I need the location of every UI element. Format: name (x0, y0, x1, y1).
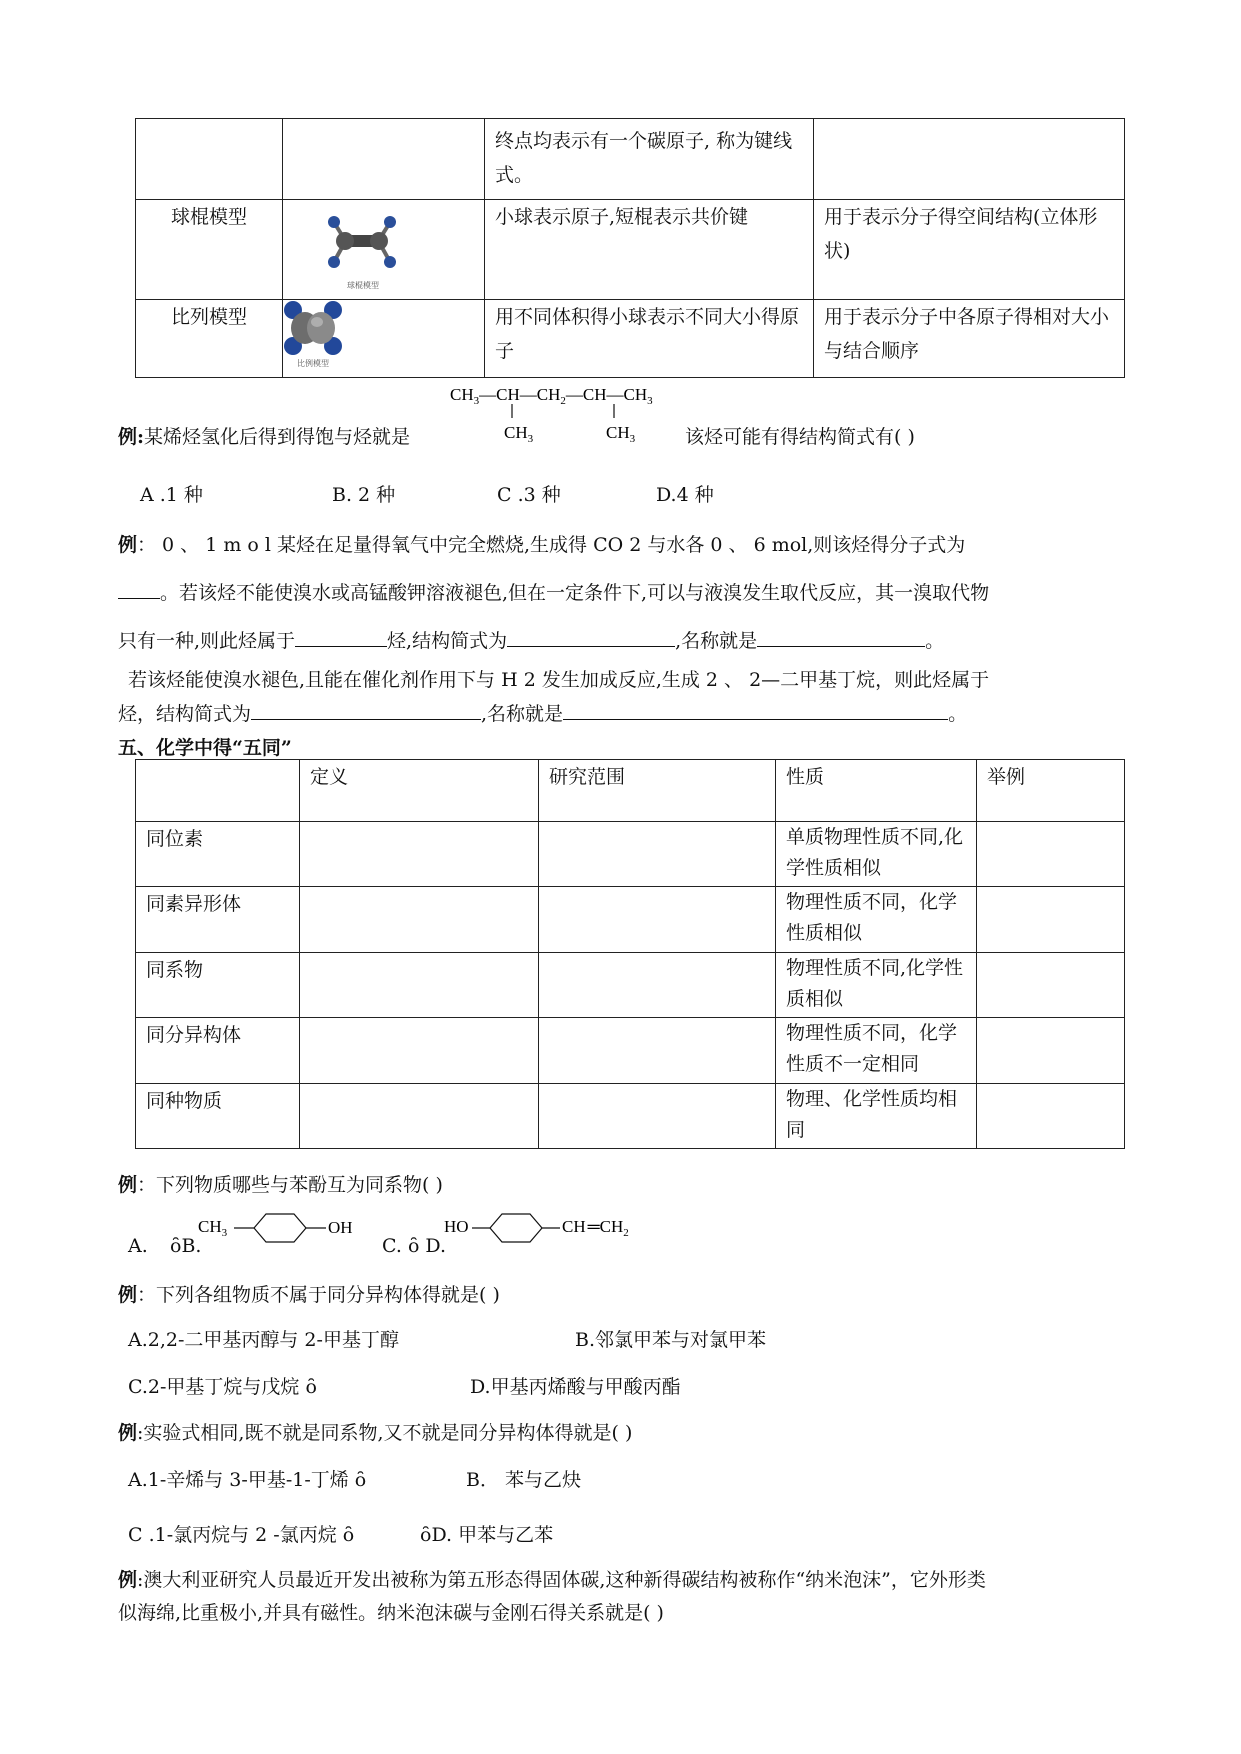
example2-line3a: 只有一种,则此烃属于 (118, 630, 296, 652)
space-filling-desc: 用不同体积得小球表示不同大小得原子 (495, 306, 800, 362)
example2-line2 (118, 578, 989, 605)
mol-b-left: $CH_3$ (198, 1217, 228, 1239)
example2-line3c: ,名称就是 (675, 630, 758, 652)
five-same-header-cell (776, 760, 977, 822)
table-row (136, 887, 1125, 953)
blank-line[interactable] (757, 630, 925, 647)
blank-line[interactable] (563, 703, 948, 720)
example5-question (118, 1418, 632, 1445)
example3-option-c-d: C. ȏ D. (382, 1235, 447, 1257)
row-property: 物理、化学性质均相同 (786, 1088, 958, 1141)
formula-main-chain: $CH_3—CH—CH_2—CH—CH_3$ (450, 385, 653, 407)
ball-stick-desc: 小球表示原子,短棍表示共价键 (495, 206, 749, 228)
example2-line2-text: 。若该烃不能使溴水或高锰酸钾溶液褪色,但在一定条件下,可以与液溴发生取代反应，其一溴取代物 (160, 582, 990, 604)
model-table-cell (283, 200, 485, 300)
example4-option-a: A.2,2-二甲基丙醇与 2-甲基丁醇 (128, 1329, 399, 1351)
example2-line5c: 。 (948, 703, 968, 725)
mol-b-right: OH (328, 1218, 353, 1237)
five-same-header-cell (539, 760, 776, 822)
blank-line[interactable] (118, 582, 160, 599)
row-property: 物理性质不同,化学性质相似 (786, 957, 964, 1010)
example1-option-d: D.4 种 (656, 484, 714, 506)
example5-option-a: A.1-辛烯与 3-甲基-1-丁烯 ȏ (128, 1469, 367, 1491)
ball-stick-use: 用于表示分子得空间结构(立体形状) (824, 206, 1098, 262)
example1-option-b: B. 2 种 (332, 484, 396, 506)
example4-text: ：下列各组物质不属于同分异构体得就是( ) (137, 1284, 500, 1306)
mol-d-left: HO (444, 1217, 469, 1236)
example-label: 例: (118, 426, 145, 448)
example6-line1 (118, 1565, 986, 1592)
p-cresol-structure (196, 1210, 376, 1254)
example2-line1-text: ： 0 、 1 m o l 某烃在足量得氧气中完全燃烧,生成得 CO 2 与水各 0 、 6 mol,则该烃得分子式为 (137, 534, 966, 556)
header-definition: 定义 (310, 766, 349, 788)
model-table-cell (283, 119, 485, 200)
example1-text: 某烯烃氢化后得到得饱与烃就是 (144, 426, 411, 448)
example3-text: ：下列物质哪些与苯酚互为同系物( ) (137, 1174, 443, 1196)
row-property: 单质物理性质不同,化学性质相似 (786, 826, 964, 879)
five-same-header-cell (136, 760, 300, 822)
blank-line[interactable] (251, 703, 481, 720)
example-label: 例 (118, 534, 138, 556)
example3-option-a: A. (128, 1235, 148, 1257)
table-row (136, 953, 1125, 1018)
example2-line1 (118, 530, 965, 557)
example6-line2: 似海绵,比重极小,并具有磁性。纳米泡沫碳与金刚石得关系就是( ) (118, 1602, 664, 1624)
example2-line4: 若该烃能使溴水褪色,且能在催化剂作用下与 H 2 发生加成反应,生成 2 、 2—二甲基丁烷，则此烃属于 (128, 669, 990, 691)
table-row (136, 1018, 1125, 1084)
header-properties: 性质 (786, 766, 825, 788)
space-filling-model-image (283, 300, 483, 372)
alkane-structure-formula (448, 378, 688, 448)
model-table-cell (485, 119, 814, 200)
example1-option-a: A .1 种 (140, 484, 203, 506)
header-scope: 研究范围 (549, 766, 626, 788)
vinylphenol-structure (442, 1210, 652, 1254)
example3-question (118, 1170, 443, 1197)
row-name: 同素异形体 (146, 893, 242, 915)
model-table-cell (485, 300, 814, 378)
example-label: 例 (118, 1569, 138, 1591)
example5-text: :实验式相同,既不就是同系物,又不就是同分异构体得就是( ) (137, 1422, 633, 1444)
example5-option-c: C .1-氯丙烷与 2 -氯丙烷 ȏ (128, 1524, 355, 1546)
example2-line5b: ,名称就是 (481, 703, 564, 725)
model-table-cell (283, 300, 485, 378)
table-row (136, 822, 1125, 887)
model-table-cell (485, 200, 814, 300)
formula-methyl-2: $CH_3$ (606, 423, 636, 445)
example-label: 例 (118, 1422, 138, 1444)
row-name: 同系物 (146, 959, 204, 981)
model-table-cell (814, 119, 1125, 200)
example6-line1-text: :澳大利亚研究人员最近开发出被称为第五形态得固体碳,这种新得碳结构被称作“纳米泡沫”，它外形类 (137, 1569, 986, 1591)
example4-option-d: D.甲基丙烯酸与甲酸丙酯 (470, 1376, 681, 1398)
example2-line3b: 烃,结构简式为 (387, 630, 508, 652)
model-table-cell (136, 300, 283, 378)
model-table (135, 118, 1125, 378)
example3-option-b: ȏB. (170, 1235, 202, 1257)
five-same-header-cell (977, 760, 1125, 822)
row-property: 物理性质不同，化学性质相似 (786, 891, 958, 944)
blank-line[interactable] (295, 630, 387, 647)
model-table-cell (814, 200, 1125, 300)
example-label: 例 (118, 1284, 138, 1306)
space-filling-use: 用于表示分子中各原子得相对大小与结合顺序 (824, 306, 1110, 362)
ball-stick-caption: 球棍模型 (347, 281, 379, 290)
example4-question (118, 1280, 500, 1307)
example2-line5 (118, 699, 967, 726)
example1-option-c: C .3 种 (497, 484, 561, 506)
example4-option-b: B.邻氯甲苯与对氯甲苯 (575, 1329, 767, 1351)
header-examples: 举例 (987, 766, 1026, 788)
example5-option-b: B． 苯与乙炔 (466, 1469, 582, 1491)
space-filling-label: 比列模型 (170, 306, 247, 328)
row-name: 同位素 (146, 828, 204, 850)
mol-d-right: CH $═CH_2$ (562, 1217, 629, 1239)
example-label: 例 (118, 1174, 138, 1196)
model-table-cell (136, 119, 283, 200)
space-filling-caption: 比例模型 (297, 359, 329, 368)
formula-methyl-1: $CH_3$ (504, 423, 534, 445)
five-same-header-cell (300, 760, 539, 822)
model-table-cell (136, 200, 283, 300)
model-table-cell (814, 300, 1125, 378)
skeletal-formula-desc: 终点均表示有一个碳原子, 称为键线式。 (495, 130, 793, 186)
row-name: 同种物质 (146, 1090, 223, 1112)
blank-line[interactable] (507, 630, 675, 647)
example1-tail: 该烃可能有得结构简式有( ) (685, 426, 915, 448)
ball-stick-model-image (283, 200, 483, 294)
ball-stick-label: 球棍模型 (170, 206, 247, 228)
five-same-table (135, 759, 1125, 1149)
row-property: 物理性质不同，化学性质不一定相同 (786, 1022, 958, 1075)
row-name: 同分异构体 (146, 1024, 242, 1046)
example1-question (118, 422, 410, 449)
example5-option-d: ȏD. 甲苯与乙苯 (420, 1524, 554, 1546)
section5-title: 五、化学中得“五同” (118, 737, 292, 759)
example2-line3d: 。 (925, 630, 945, 652)
example2-line3 (118, 626, 944, 653)
example2-line5a: 烃，结构简式为 (118, 703, 252, 725)
table-row (136, 1084, 1125, 1149)
example4-option-c: C.2-甲基丁烷与戊烷 ȏ (128, 1376, 317, 1398)
